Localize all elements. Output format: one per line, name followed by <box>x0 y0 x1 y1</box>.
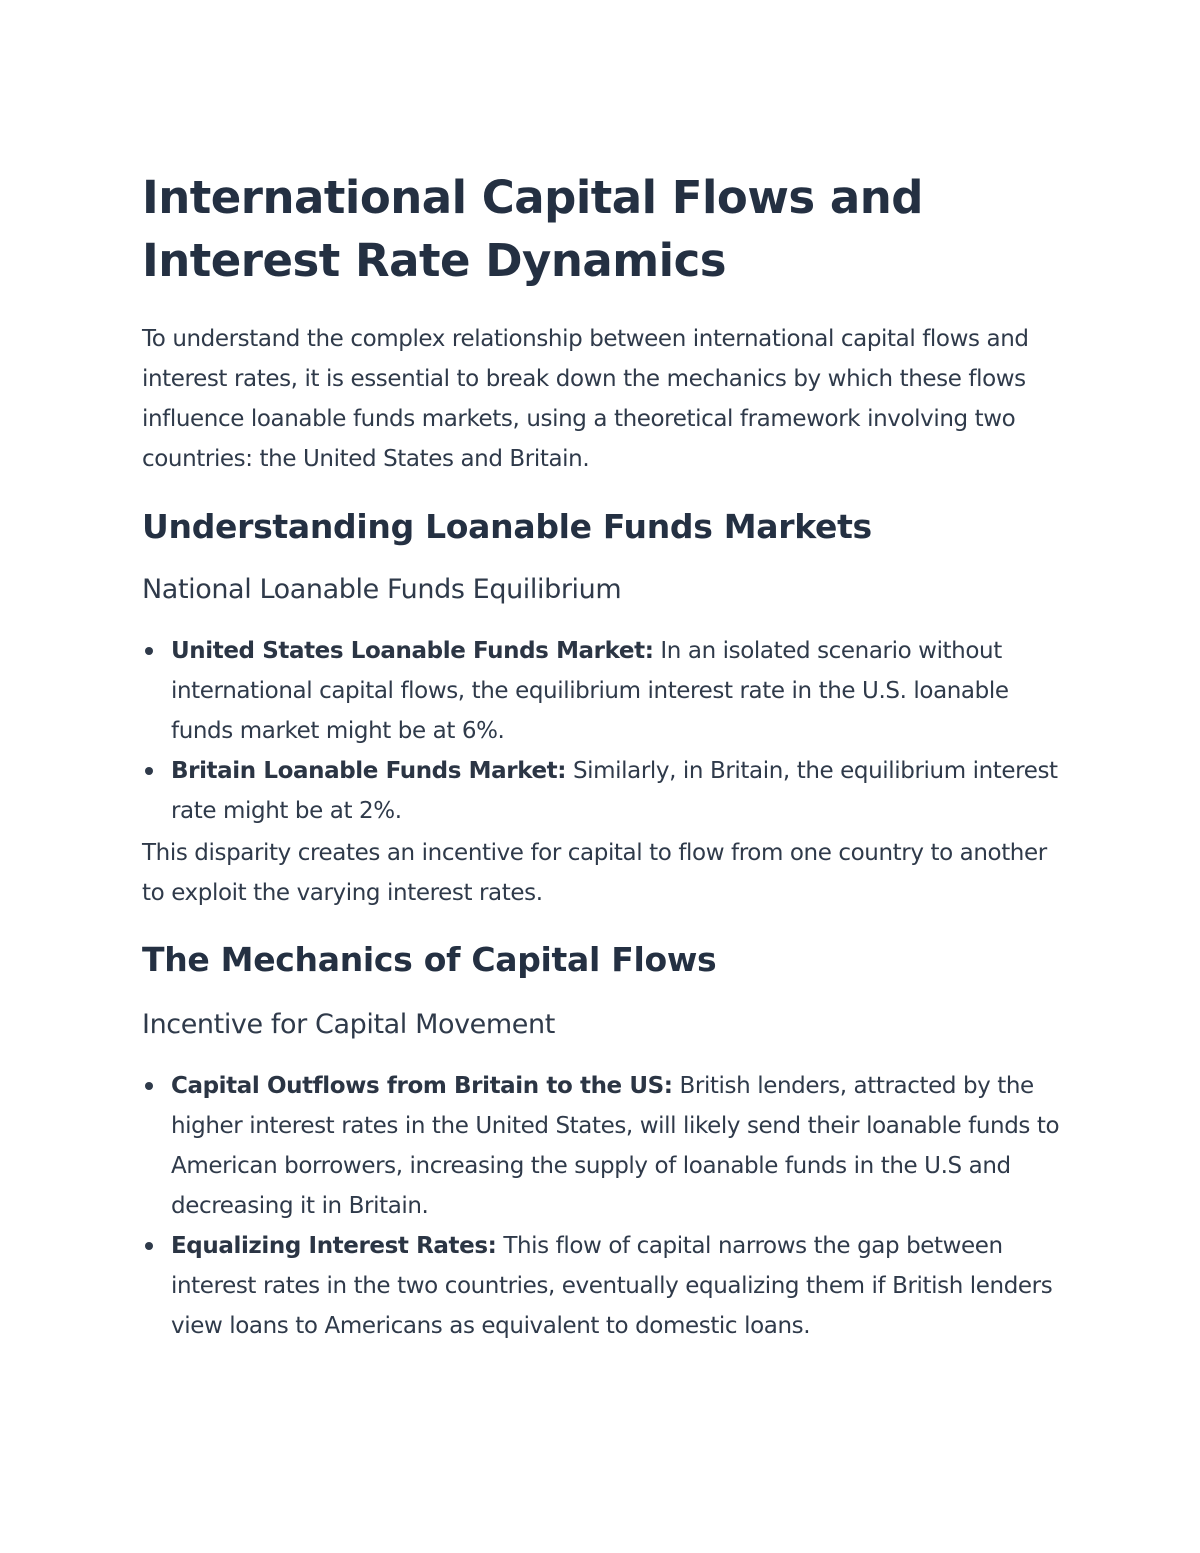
section-heading-capital-flows: The Mechanics of Capital Flows <box>142 940 717 979</box>
list-item-text: British lenders, attracted by the higher interest rates in the United States, will likely send their loanable funds to American borrowers, increasing the supply of loanable funds in the U.S and decreasing it in Britain. <box>171 1073 1060 1219</box>
section-heading-loanable-funds: Understanding Loanable Funds Markets <box>142 507 872 546</box>
list-item-text: Similarly, in Britain, the equilibrium interest rate might be at 2%. <box>171 758 1058 824</box>
disparity-paragraph: This disparity creates an incentive for capital to flow from one country to another to exploit the varying interest rates. <box>142 840 1047 906</box>
subheading-national-equilibrium: National Loanable Funds Equilibrium <box>142 574 622 605</box>
list-item <box>142 631 1062 751</box>
capital-flow-list <box>142 1066 1062 1346</box>
bullet-icon <box>145 647 153 655</box>
intro-paragraph: To understand the complex relationship between international capital flows and interest rates, it is essential to break down the mechanics by which these flows influence loanable funds markets, using a theoretical framework involving two countries: the United States and Britain. <box>142 326 1029 472</box>
list-item-label: Equalizing Interest Rates: <box>171 1233 497 1259</box>
bullet-icon <box>145 1082 153 1090</box>
list-item <box>142 751 1062 831</box>
subheading-capital-movement: Incentive for Capital Movement <box>142 1009 555 1040</box>
list-item-text: This flow of capital narrows the gap between interest rates in the two countries, eventually equalizing them if British lenders view loans to Americans as equivalent to domestic loans. <box>171 1233 1053 1339</box>
list-item-text: In an isolated scenario without international capital flows, the equilibrium interest rate in the U.S. loanable funds market might be at 6%. <box>171 638 1009 744</box>
bullet-icon <box>145 767 153 775</box>
list-item <box>142 1066 1062 1226</box>
list-item-label: Britain Loanable Funds Market: <box>171 758 567 784</box>
list-item-label: United States Loanable Funds Market: <box>171 638 654 664</box>
list-item-label: Capital Outflows from Britain to the US: <box>171 1073 673 1099</box>
equilibrium-list <box>142 631 1062 831</box>
bullet-icon <box>145 1242 153 1250</box>
document-title: International Capital Flows and Interest Rate Dynamics <box>142 171 923 287</box>
document-page <box>142 166 1062 1346</box>
list-item <box>142 1226 1062 1346</box>
